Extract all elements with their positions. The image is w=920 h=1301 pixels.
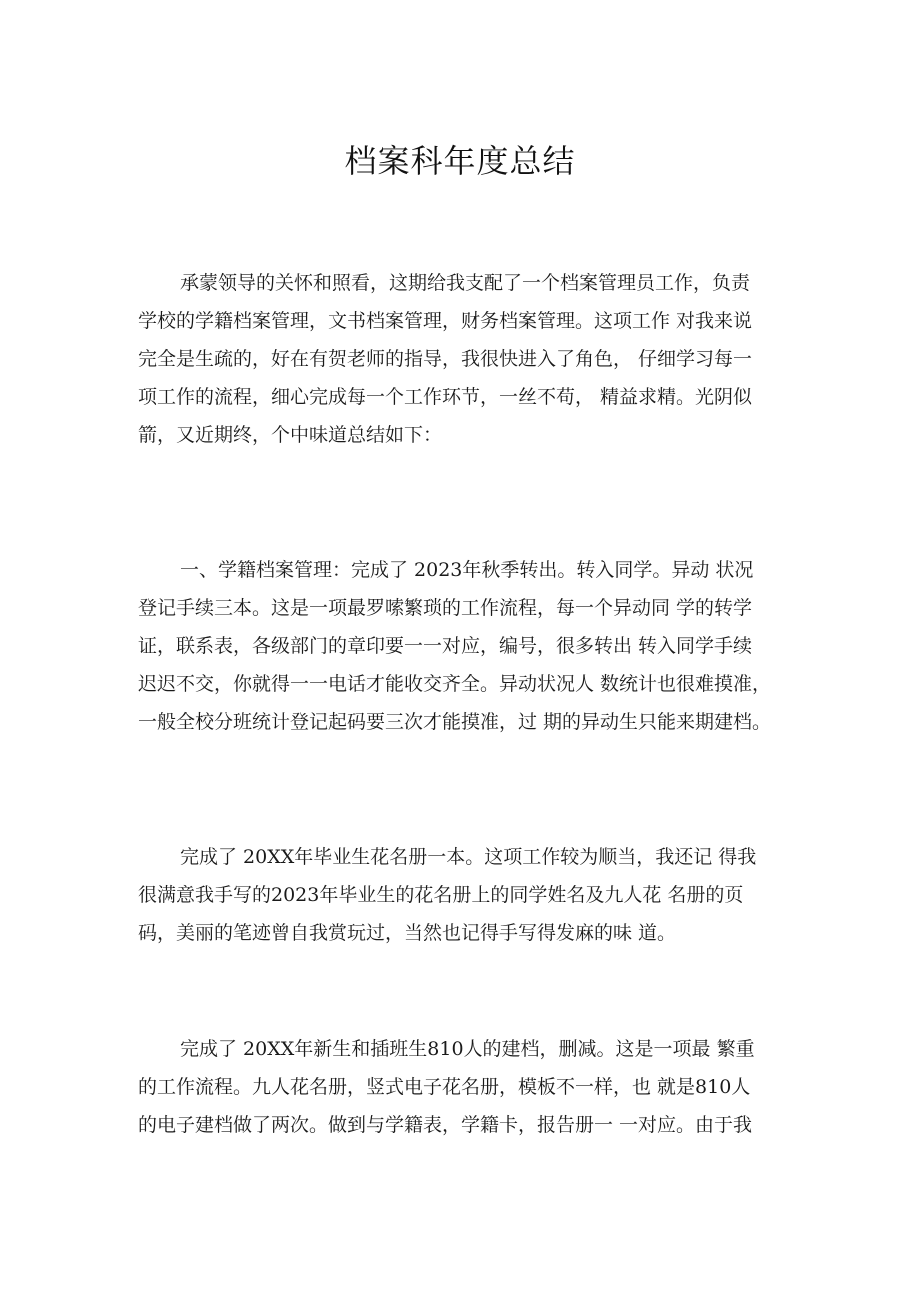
paragraph-new-student-records bbox=[138, 1030, 788, 1144]
paragraph-graduate-roster bbox=[138, 838, 788, 952]
paragraph-line: 完全是生疏的，好在有贺老师的指导，我很快进入了角色， 仔细学习每一 bbox=[138, 348, 753, 370]
paragraph-line: 一、学籍档案管理：完成了 2023年秋季转出。转入同学。异动 状况 bbox=[180, 559, 754, 581]
paragraph-line: 箭，又近期终，个中味道总结如下： bbox=[138, 424, 443, 446]
paragraph-line: 承蒙领导的关怀和照看，这期给我支配了一个档案管理员工作，负责 bbox=[180, 272, 751, 294]
paragraph-line: 码，美丽的笔迹曾自我赏玩过，当然也记得手写得发麻的味 道。 bbox=[138, 922, 677, 944]
paragraph-line: 迟迟不交，你就得一一电话才能收交齐全。异动状况人 数统计也很难摸准， bbox=[138, 673, 772, 695]
paragraph-line: 登记手续三本。这是一项最罗嗦繁琐的工作流程，每一个异动同 学的转学 bbox=[138, 597, 753, 619]
paragraph-line: 一般全校分班统计登记起码要三次才能摸准，过 期的异动生只能来期建档。 bbox=[138, 711, 772, 733]
paragraph-line: 完成了 20XX年毕业生花名册一本。这项工作较为顺当，我还记 得我 bbox=[180, 846, 757, 868]
paragraph-line: 项工作的流程，细心完成每一个工作环节，一丝不苟， 精益求精。光阴似 bbox=[138, 386, 753, 408]
paragraph-line: 很满意我手写的2023年毕业生的花名册上的同学姓名及九人花 名册的页 bbox=[138, 884, 744, 906]
paragraph-intro bbox=[138, 264, 788, 454]
paragraph-line: 学校的学籍档案管理，文书档案管理，财务档案管理。这项工作 对我来说 bbox=[138, 310, 753, 332]
paragraph-line: 的电子建档做了两次。做到与学籍表，学籍卡，报告册一 一对应。由于我 bbox=[138, 1114, 753, 1136]
paragraph-line: 证，联系表，各级部门的章印要一一对应，编号，很多转出 转入同学手续 bbox=[138, 635, 753, 657]
paragraph-line: 完成了 20XX年新生和插班生810人的建档，删减。这是一项最 繁重 bbox=[180, 1038, 755, 1060]
paragraph-line: 的工作流程。九人花名册，竖式电子花名册，模板不一样，也 就是810人 bbox=[138, 1076, 751, 1098]
document-title: 档案科年度总结 bbox=[344, 142, 576, 180]
paragraph-student-records bbox=[138, 551, 788, 741]
